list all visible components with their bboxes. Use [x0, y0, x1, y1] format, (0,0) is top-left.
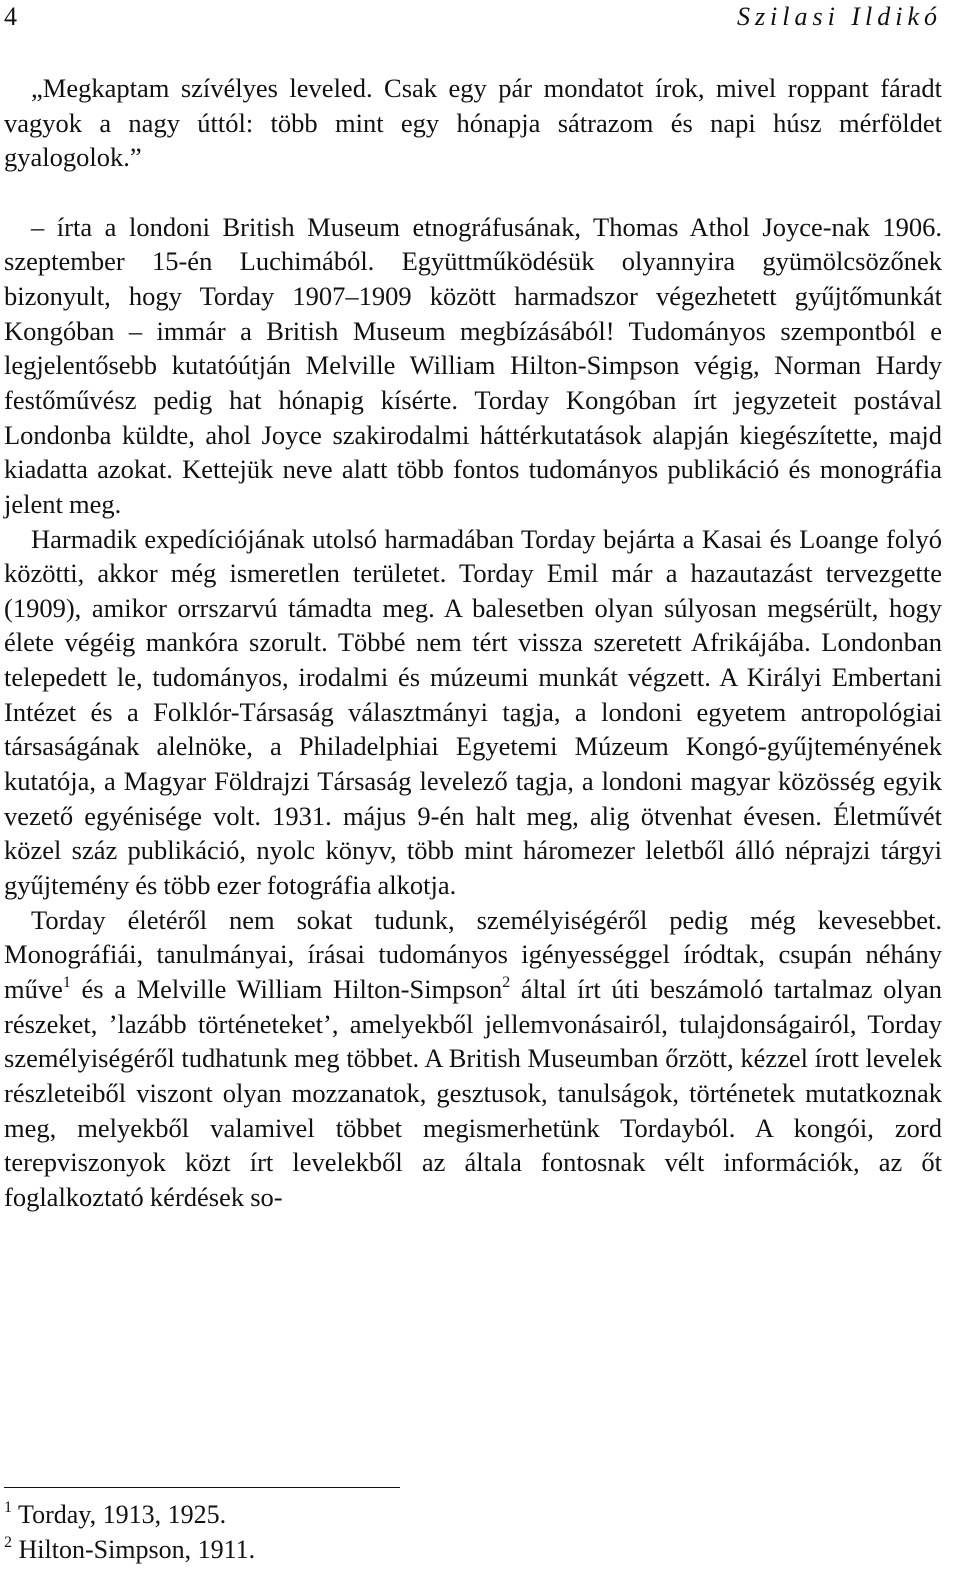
- footnote-text: Hilton-Simpson, 1911.: [12, 1535, 256, 1564]
- footnote-text: Torday, 1913, 1925.: [12, 1500, 227, 1529]
- footnotes: [4, 1497, 255, 1567]
- paragraph-personality: [4, 903, 942, 1215]
- footnote-mark: 2: [4, 1534, 12, 1551]
- footnote-reference-1[interactable]: 1: [62, 974, 71, 992]
- paragraph-text-part: és a Melville William Hilton-Simpson: [70, 974, 503, 1005]
- paragraph-text-part: által írt úti beszámoló tartalmaz olyan részeket, ’lazább történeteket’, amelyekből jellemvonásairól, tulajdonságairól, Torday személyiségéről tudhatunk meg többet. A British Museumban őrzött, kézzel írott levelek részleteiből viszont olyan mozzanatok, gesztusok, tanulságok, történetek mutatkoznak meg, melyekből valamivel többet megismerhetünk Tordayból. A kongói, zord terepviszonyok közt írt levelekből az általa fontosnak vélt információk, az őt foglalkoztató kérdések so-: [4, 974, 942, 1212]
- paragraph-text-part: Torday életéről nem sokat tudunk, személyiségéről pedig még kevesebbet. Monográfiái, tanulmányai, írásai tudományos igényességgel íródtak, csupán néhány műve: [4, 904, 942, 1005]
- footnote-2: [4, 1532, 255, 1567]
- footnote-separator: [4, 1487, 400, 1488]
- body-text: [4, 71, 942, 1215]
- quote-paragraph: „Megkaptam szívélyes leveled. Csak egy pár mondatot írok, mivel roppant fáradt vagyok a nagy úttól: több mint egy hónapja sátrazom és napi húsz mérföldet gyalogolok.”: [4, 73, 942, 173]
- footnote-1: [4, 1497, 255, 1532]
- paragraph-collaboration: – írta a londoni British Museum etnográfusának, Thomas Athol Joyce-nak 1906. szeptember 15-én Luchimából. Együttműködésük olyannyira gyümölcsözőnek bizonyult, hogy Torday 1907–1909 között harmadszor végezhetett gyűjtőmunkát Kongóban – immár a British Museum megbízásából! Tudományos szempontból e legjelentősebb kutatóútján Melville William Hilton-Simpson végig, Norman Hardy festőművész pedig hat hónapig kísérte. Torday Kongóban írt jegyzeteit postával Londonba küldte, ahol Joyce szakirodalmi háttérkutatások alapján kiegészítette, majd kiadatta azokat. Kettejük neve alatt több fontos tudományos publikáció és monográfia jelent meg.: [4, 211, 942, 519]
- running-head-author: Szilasi Ildikó: [736, 2, 942, 31]
- paragraph-third-expedition: Harmadik expedíciójának utolsó harmadában Torday bejárta a Kasai és Loange folyó közötti, akkor még ismeretlen területet. Torday Emil már a hazautazást tervezgette (1909), amikor orrszarvú támadta meg. A balesetben olyan súlyosan megsérült, hogy élete végéig mankóra szorult. Többé nem tért vissza szeretett Afrikájába. Londonban telepedett le, tudományos, irodalmi és múzeumi munkát végzett. A Királyi Embertani Intézet és a Folklór-Társaság választmányi tagja, a londoni egyetem antropológiai társaságának alelnöke, a Philadelphiai Egyetemi Múzeum Kongó-gyűjteményének kutatója, a Magyar Földrajzi Társaság levelező tagja, a londoni magyar közösség egyik vezető egyénisége volt. 1931. május 9-én halt meg, alig ötvenhat évesen. Életművét közel száz publikáció, nyolc könyv, több mint háromezer leletből álló néprajzi tárgyi gyűjtemény és több ezer fotográfia alkotja.: [4, 523, 942, 901]
- footnote-mark: 1: [4, 1499, 12, 1516]
- footnote-reference-2[interactable]: 2: [502, 974, 511, 992]
- page-number: 4: [4, 2, 17, 31]
